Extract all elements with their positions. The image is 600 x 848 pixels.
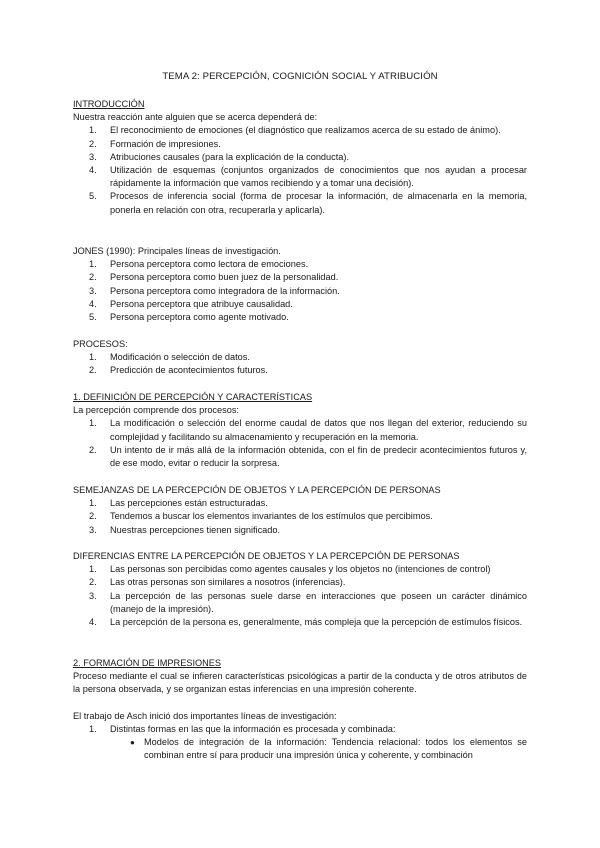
bullet-item: ● Modelos de integración de la información: Tendencia relacional: todos los elementos se combinan entre sí para producir una impresión única y coherente, y combinación bbox=[130, 737, 527, 761]
list-item: 1. Las percepciones están estructuradas. bbox=[89, 498, 268, 509]
list-item: 4. Persona perceptora que atribuye causalidad. bbox=[89, 298, 293, 309]
list-item: 2. Tendemos a buscar los elementos invariantes de los estímulos que percibimos. bbox=[89, 511, 433, 522]
list-item: 2. Formación de impresiones. bbox=[89, 138, 221, 149]
list-item: 3. La percepción de las personas suele darse en interacciones que poseen un carácter dinámico (manejo de la impresión). bbox=[89, 590, 527, 614]
intro-list bbox=[73, 124, 527, 216]
formacion-lead: El trabajo de Asch inició dos importantes líneas de investigación: bbox=[73, 710, 337, 721]
list-item: 5. Procesos de inferencia social (forma de procesar la información, de almacenarla en la memoria, ponerla en relación con otra, recuperarla y aplicarla). bbox=[89, 191, 527, 215]
procesos-section bbox=[73, 338, 527, 378]
diferencias-section bbox=[73, 550, 527, 629]
procesos-list bbox=[73, 351, 527, 377]
jones-list bbox=[73, 258, 527, 324]
formacion-heading: 2. FORMACIÓN DE IMPRESIONES bbox=[73, 658, 222, 668]
semejanzas-heading: SEMEJANZAS DE LA PERCEPCIÓN DE OBJETOS Y LA PERCEPCIÓN DE PERSONAS bbox=[73, 485, 441, 495]
procesos-lead: PROCESOS: bbox=[73, 339, 128, 349]
intro-section bbox=[73, 98, 527, 217]
list-item: 1. Distintas formas en las que la información es procesada y combinada: bbox=[89, 723, 396, 734]
list-item: 3. Persona perceptora como integradora de la información. bbox=[89, 285, 340, 296]
list-item: 1. La modificación o selección del enorme caudal de datos que nos llegan del exterior, reduciendo su complejidad y facilitando su almacenamiento y recuperación en la memoria. bbox=[89, 418, 527, 442]
intro-lead: Nuestra reacción ante alguien que se acerca dependerá de: bbox=[73, 112, 318, 123]
diferencias-list bbox=[73, 563, 527, 629]
list-item: 1. Modificación o selección de datos. bbox=[89, 352, 250, 363]
list-item: 1. El reconocimiento de emociones (el diagnóstico que realizamos acerca de su estado de ánimo). bbox=[89, 125, 501, 136]
semejanzas-list bbox=[73, 497, 527, 537]
list-item: 1. Las personas son percibidas como agentes causales y los objetos no (intenciones de control) bbox=[89, 564, 491, 575]
list-item: 2. Un intento de ir más allá de la información obtenida, con el fin de predecir acontecimientos futuros y, de ese modo, evitar o reducir la sorpresa. bbox=[89, 444, 527, 469]
list-item: 2. Las otras personas son similares a nosotros (inferencias). bbox=[89, 577, 346, 588]
list-item: 3. Nuestras percepciones tienen significado. bbox=[89, 524, 281, 535]
formacion-section bbox=[73, 657, 527, 762]
formacion-paragraph: Proceso mediante el cual se infieren características psicológicas a partir de la conducta y de otros atributos de la persona observada, y se organizan estas inferencias en una impresión coherente. bbox=[73, 671, 527, 695]
definicion-section bbox=[73, 391, 527, 470]
list-item: 2. Persona perceptora como buen juez de la personalidad. bbox=[89, 272, 339, 283]
definicion-lead: La percepción comprende dos procesos: bbox=[73, 405, 239, 416]
definicion-list bbox=[73, 417, 527, 470]
jones-section bbox=[73, 245, 527, 324]
semejanzas-section bbox=[73, 484, 527, 537]
bullet-icon: ● bbox=[130, 738, 135, 748]
list-item: 4. La percepción de la persona es, generalmente, más compleja que la percepción de estímulos físicos. bbox=[89, 617, 523, 628]
page-title: TEMA 2: PERCEPCIÓN, COGNICIÓN SOCIAL Y ATRIBUCIÓN bbox=[162, 71, 438, 82]
list-item: 4. Utilización de esquemas (conjuntos organizados de conocimientos que nos ayudan a procesar rápidamente la información que vamos recibiendo y a tomar una decisión). bbox=[89, 165, 527, 189]
diferencias-heading: DIFERENCIAS ENTRE LA PERCEPCIÓN DE OBJETOS Y LA PERCEPCIÓN DE PERSONAS bbox=[73, 551, 460, 561]
list-item: 5. Persona perceptora como agente motivado. bbox=[89, 312, 289, 323]
definicion-heading: 1. DEFINICIÓN DE PERCEPCIÓN Y CARACTERÍSTICAS bbox=[73, 392, 313, 402]
jones-lead: JONES (1990): Principales líneas de investigación. bbox=[73, 246, 281, 256]
formacion-list bbox=[73, 723, 527, 736]
list-item: 3. Atribuciones causales (para la explicación de la conducta). bbox=[89, 151, 350, 162]
list-item: 1. Persona perceptora como lectora de emociones. bbox=[89, 259, 309, 270]
list-item: 2. Predicción de acontecimientos futuros. bbox=[89, 365, 268, 376]
intro-heading: INTRODUCCIÓN bbox=[73, 99, 145, 109]
